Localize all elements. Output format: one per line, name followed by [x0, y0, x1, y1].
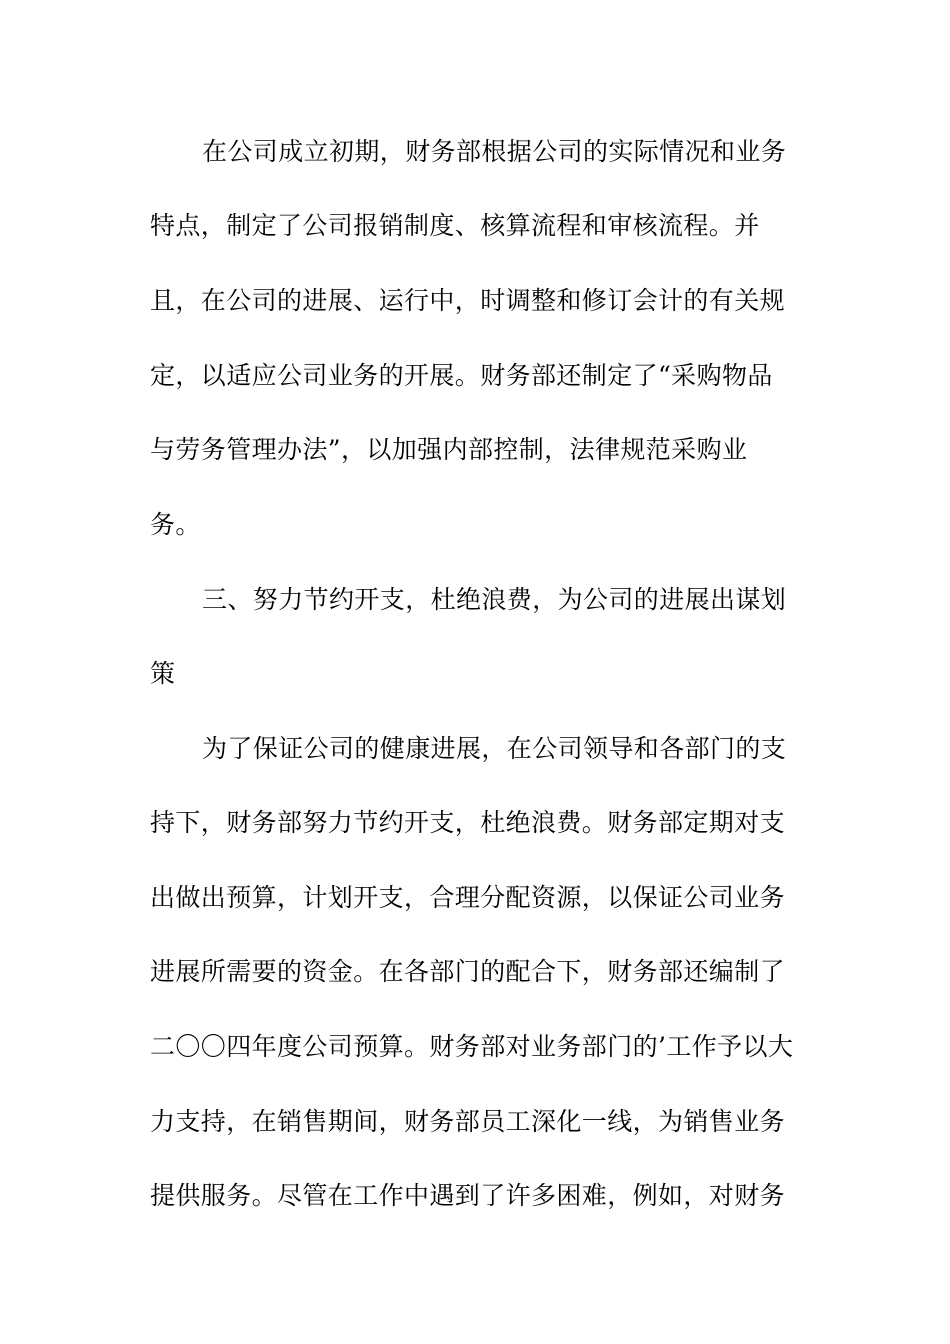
paragraph-1-line-2: 特点，制定了公司报销制度、核算流程和审核流程。并 — [150, 211, 760, 240]
paragraph-2-line-7: 提供服务。尽管在工作中遇到了许多困难，例如，对财务 — [150, 1181, 786, 1210]
paragraph-1-line-4: 定，以适应公司业务的开展。财务部还制定了“采购物品 — [150, 361, 773, 390]
paragraph-1-line-3: 且，在公司的进展、运行中，时调整和修订会计的有关规 — [150, 286, 786, 315]
paragraph-1-line-1: 在公司成立初期，财务部根据公司的实际情况和业务 — [202, 137, 787, 166]
section-heading-line-1: 三、努力节约开支，杜绝浪费，为公司的进展出谋划 — [202, 585, 787, 614]
paragraph-2-line-1: 为了保证公司的健康进展，在公司领导和各部门的支 — [202, 734, 787, 763]
section-heading-line-2: 策 — [150, 659, 176, 688]
paragraph-2-line-5: 二〇〇四年度公司预算。财务部对业务部门的’工作予以大 — [150, 1032, 794, 1061]
paragraph-1-line-5: 与劳务管理办法”，以加强内部控制，法律规范采购业 — [150, 435, 748, 464]
paragraph-2-line-2: 持下，财务部努力节约开支，杜绝浪费。财务部定期对支 — [150, 808, 786, 837]
paragraph-2-line-4: 进展所需要的资金。在各部门的配合下，财务部还编制了 — [150, 957, 786, 986]
paragraph-2-line-6: 力支持，在销售期间，财务部员工深化一线，为销售业务 — [150, 1107, 786, 1136]
paragraph-2-line-3: 出做出预算，计划开支，合理分配资源，以保证公司业务 — [150, 883, 786, 912]
paragraph-1-line-6: 务。 — [150, 510, 201, 539]
